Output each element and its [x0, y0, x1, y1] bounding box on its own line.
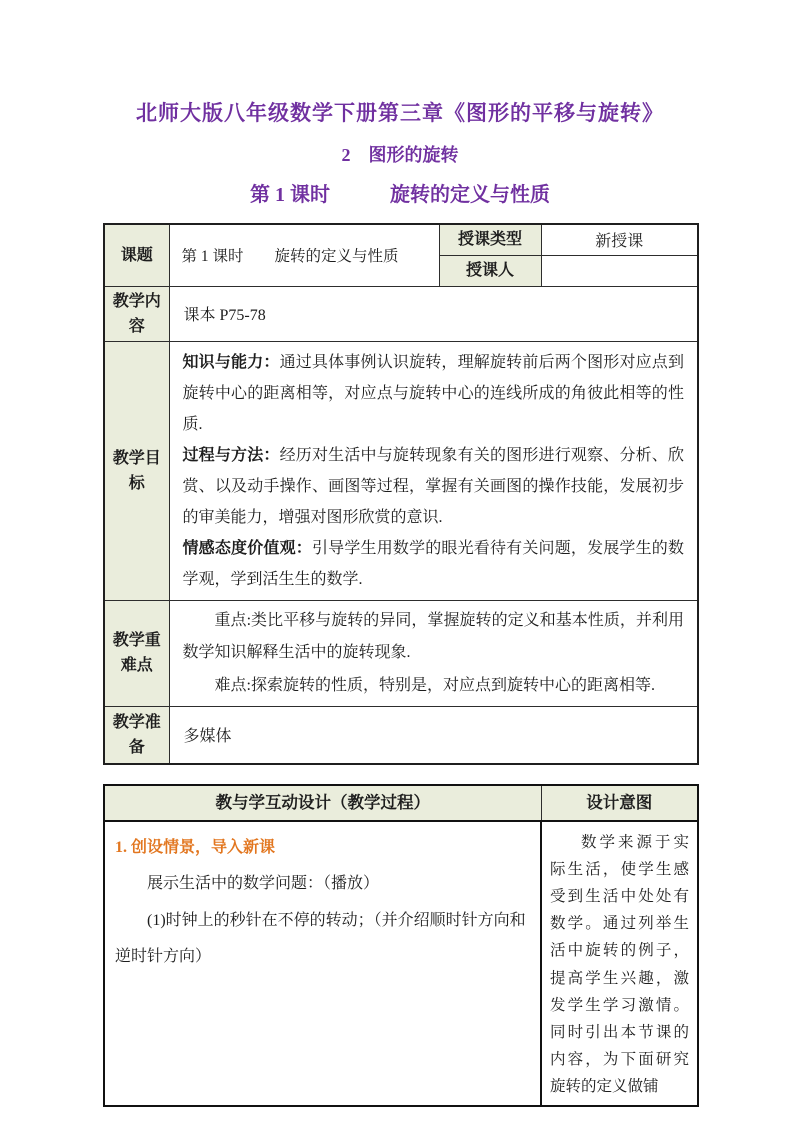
intent-body-cell — [541, 821, 698, 1106]
table-row — [104, 224, 698, 255]
teacher-value-cell — [541, 255, 698, 286]
document-content — [103, 0, 697, 1107]
preparation-value-cell: 多媒体 — [169, 707, 698, 764]
keypoints-cell — [169, 600, 698, 707]
objective-emotion — [183, 533, 685, 595]
objective-text: 经历对生活中与旋转现象有关的图形进行观察、分析、欣赏、以及动手操作、画图等过程，掌握有关画图的操作技能，发展初步的审美能力，增强对图形欣赏的意识. — [182, 446, 684, 526]
objective-lead: 情感态度价值观： — [182, 539, 312, 557]
table-header-row — [104, 785, 698, 821]
teacher-label-cell: 授课人 — [439, 255, 541, 286]
document-title: 北师大版八年级数学下册第三章《图形的平移与旋转》 — [136, 101, 664, 125]
objective-lead: 过程与方法： — [182, 446, 280, 464]
intent-header-cell: 设计意图 — [541, 785, 698, 821]
lesson-type-value-cell: 新授课 — [541, 224, 698, 255]
objective-text: 通过具体事例认识旋转，理解旋转前后两个图形对应点到旋转中心的距离相等，对应点与旋转中心的连线所成的角彼此相等的性质. — [182, 353, 684, 433]
process-header-cell: 教与学互动设计（教学过程） — [104, 785, 541, 821]
table-row — [104, 707, 698, 764]
objective-text: 引导学生用数学的眼光看待有关问题，发展学生的数学观，学到活生生的数学. — [182, 539, 684, 588]
teaching-process-table — [103, 784, 699, 1107]
table-body-row — [104, 821, 698, 1106]
chapter-subtitle: 2 图形的旋转 — [341, 145, 459, 165]
table-row — [104, 341, 698, 600]
lesson-info-table — [103, 223, 699, 765]
content-value-cell: 课本 P75-78 — [169, 286, 698, 341]
table-row — [104, 286, 698, 341]
topic-value-cell: 第 1 课时 旋转的定义与性质 — [169, 224, 439, 286]
title-block — [103, 0, 697, 207]
lesson-title: 第 1 课时 旋转的定义与性质 — [250, 184, 550, 206]
process-paragraph: (1)时钟上的秒针在不停的转动；（并介绍顺时针方向和逆时针方向） — [115, 911, 526, 965]
intent-text: 数学来源于实际生活，使学生感受到生活中处处有数学。通过列举生活中旋转的例子，提高学生兴趣，激发学生学习激情。同时引出本节课的内容，为下面研究旋转的定义做铺 — [550, 833, 689, 1096]
keypoint-focus: 重点:类比平移与旋转的异同，掌握旋转的定义和基本性质，并利用数学知识解释生活中的旋转现象. — [182, 611, 684, 661]
table-row — [104, 600, 698, 707]
preparation-label-cell: 教学准备 — [104, 707, 169, 764]
topic-label-cell: 课题 — [104, 224, 169, 286]
keypoint-difficulty: 难点:探索旋转的性质，特别是，对应点到旋转中心的距离相等. — [214, 676, 655, 694]
objectives-cell — [169, 341, 698, 600]
content-label-cell: 教学内容 — [104, 286, 169, 341]
lesson-type-label-cell: 授课类型 — [439, 224, 541, 255]
objective-knowledge — [183, 347, 685, 440]
objective-lead: 知识与能力： — [182, 353, 280, 371]
keypoints-label-cell: 教学重难点 — [104, 600, 169, 707]
objective-process — [183, 440, 685, 533]
process-paragraph: 展示生活中的数学问题：（播放） — [147, 875, 380, 892]
objectives-label-cell: 教学目标 — [104, 341, 169, 600]
process-body-cell — [104, 821, 541, 1106]
section-heading: 1. 创设情景，导入新课 — [115, 838, 276, 856]
